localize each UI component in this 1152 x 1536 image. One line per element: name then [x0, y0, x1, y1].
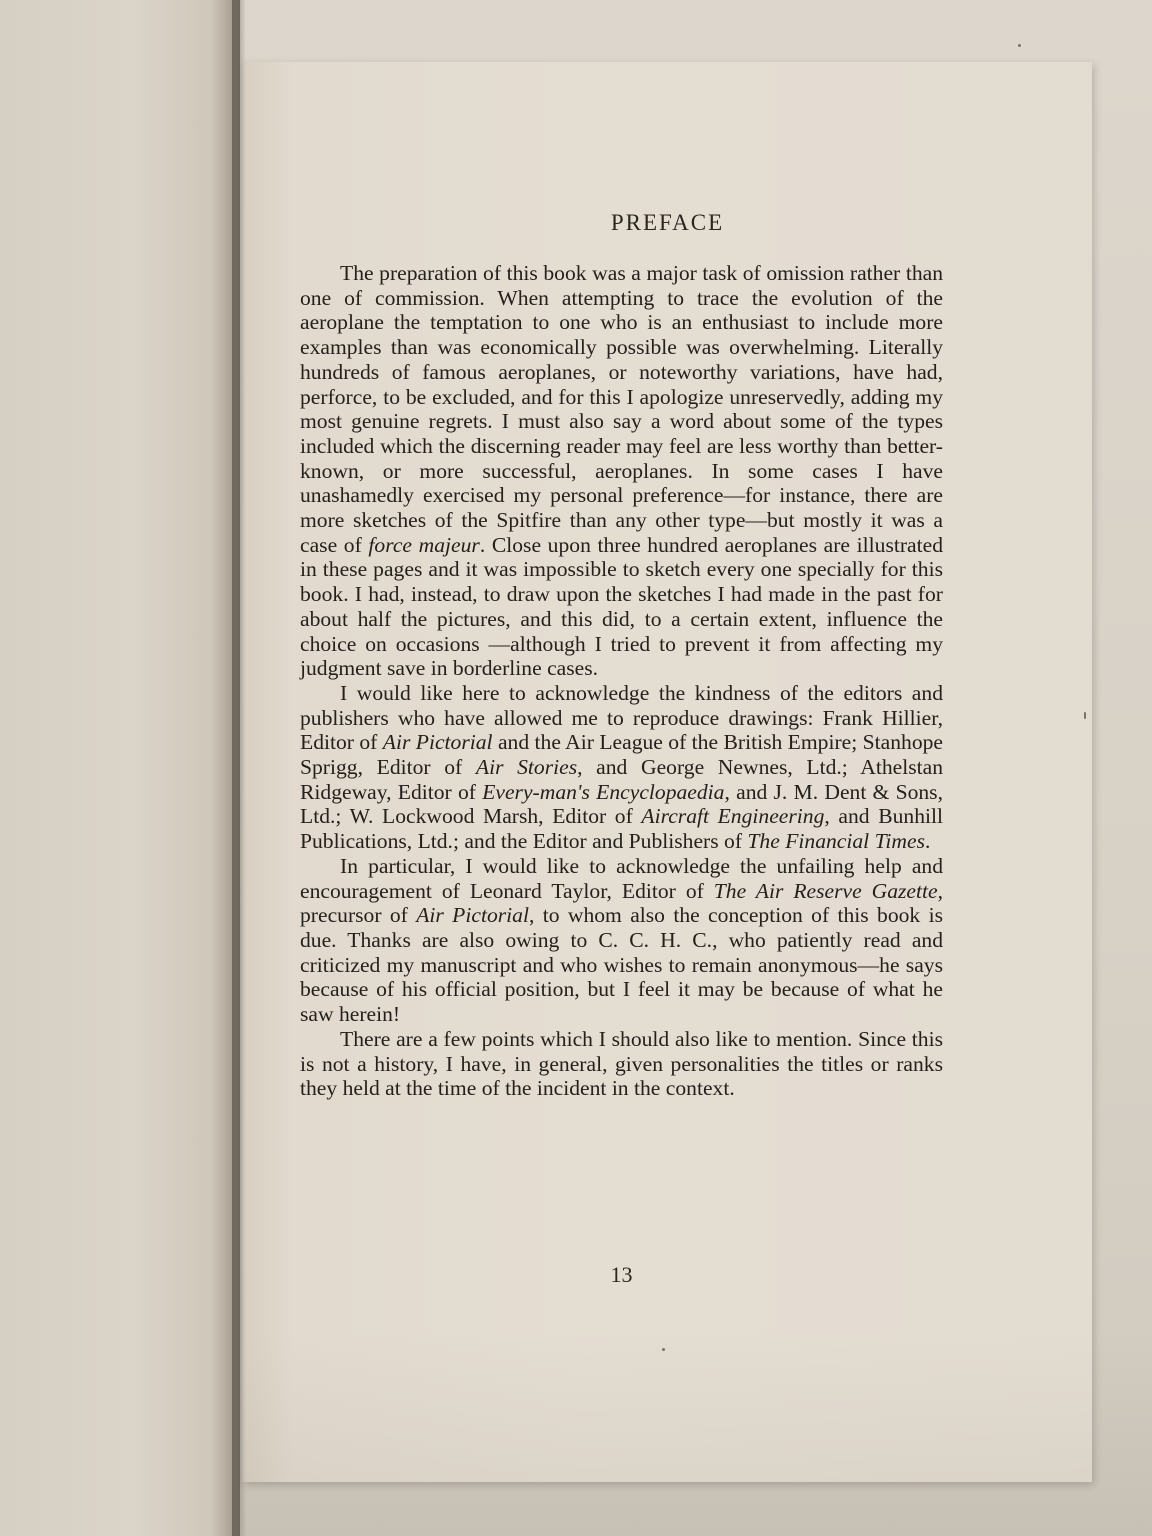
- italic-text: Aircraft Engineering: [641, 804, 825, 829]
- text-run: There are a few points which I should also like to mention. Since this is not a history, I have, in general, given personalities the titles or ranks they held at the time of the incident in the context.: [300, 1026, 943, 1101]
- text-run: , and J. M. Dent & Sons, Ltd.; W. Lockwood Marsh, Editor of: [300, 779, 943, 829]
- text-run: The preparation of this book was a major task of omission rather than one of commission. When attempting to trace the evolution of the aeroplane the temptation to one who is an enthusiast to include more examples than was economically possible was overwhelming. Literally hundreds of famous aeroplanes, or noteworthy variations, have had, perforce, to be excluded, and for this I apologize unreservedly, adding my most genuine regrets. I must also say a word about some of the types included which the discerning reader may feel are less worthy than better-known, or more successful, aeroplanes. In some cases I have unashamedly exercised my personal preference—for instance, there are more sketches of the Spitfire than any other type—but mostly it was a case of: [300, 261, 943, 557]
- book-gutter: [232, 0, 246, 1536]
- italic-text: Every-man's Encyclopaedia: [482, 779, 725, 804]
- paper-speck: [1018, 44, 1021, 47]
- text-run: , and Bunhill Publications, Ltd.; and the Editor and Publishers of: [300, 804, 943, 854]
- italic-text: The Financial Times: [747, 829, 925, 854]
- page-number: 13: [610, 1262, 633, 1287]
- paragraph: [300, 854, 943, 1027]
- italic-text: Air Pictorial: [416, 903, 529, 928]
- text-run: , to whom also the conception of this book is due. Thanks are also owing to C. C. H. C., who patiently read and criticized my manuscript and who wishes to remain anonymous—he says because of his official position, but I feel it may be because of what he saw herein!: [300, 903, 943, 1027]
- italic-text: Air Pictorial: [382, 730, 493, 755]
- text-run: , precursor of: [300, 878, 943, 928]
- text-run: . Close upon three hundred aeroplanes are illustrated in these pages and it was impossible to sketch every one specially for this book. I had, instead, to draw upon the sketches I had made in the past for about half the pictures, and this did, to a certain extent, influence the choice on occasions —although I tried to prevent it from affecting my judgment save in borderline cases.: [300, 532, 943, 681]
- paragraph: [300, 261, 943, 681]
- paper-speck: [662, 1348, 665, 1351]
- page-title: PREFACE: [610, 210, 725, 235]
- italic-text: Air Stories: [475, 755, 578, 780]
- text-run: and the Air League of the British Empire; Stanhope Sprigg, Editor of: [300, 730, 944, 780]
- text-run: In particular, I would like to acknowledge the unfailing help and encouragement of Leonard Taylor, Editor of: [300, 853, 943, 903]
- text-run: , and George Newnes, Ltd.; Athelstan Ridgeway, Editor of: [300, 755, 943, 804]
- left-page: [0, 0, 240, 1536]
- italic-text: force majeur: [368, 532, 480, 557]
- italic-text: The Air Reserve Gazette: [713, 878, 938, 903]
- paragraph: [300, 681, 943, 854]
- text-run: .: [924, 829, 931, 854]
- text-run: I would like here to acknowledge the kindness of the editors and publishers who have allowed me to reproduce drawings: Frank Hillier, Editor of: [300, 680, 943, 755]
- paragraph: [300, 1027, 943, 1101]
- paper-speck: [1084, 712, 1086, 719]
- preface-body: [300, 261, 943, 1101]
